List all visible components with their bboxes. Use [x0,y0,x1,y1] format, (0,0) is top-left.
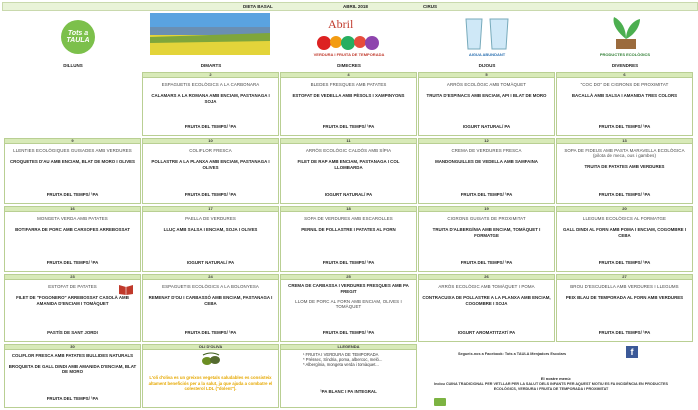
brand-line2: TAULA [66,37,90,44]
brand-cell [4,11,142,63]
dessert: IOGURT NATURAL/ PA [462,124,511,129]
day-number: 24 [143,275,278,280]
second-course: BACALLÀ AMB SALSA I AMANIDA TRES COLORS [571,93,678,98]
week-row-2 [4,138,694,206]
olive-oil-icon [199,351,223,367]
second-course: PERNIL DE POLLASTRE I PATATES AL FORN [301,227,396,232]
second-course: ESTOFAT DE VEDELLA AMB PÈSOLS I XAMPINYONS [292,93,405,98]
day-number: 2 [143,73,278,78]
menu-header-bar [2,2,698,11]
olive-oil-text: L'oli d'oliva es un greixos vegetals saludables es consisteix altament beneficiós per a la salut, ja que ajuda a combatre el colesterol LDL ("dolent"). [148,375,273,391]
second-course: CALAMARS A LA ROMANA AMB ENCIAM, PASTANAGA I SOJA [151,93,270,104]
day-number: 9 [5,139,140,144]
day-number: 18 [281,207,416,212]
second-course: MANDONGUILLES DE VEDELLA AMB SAMFAINA [435,159,538,164]
day-number: 25 [281,275,416,280]
info-title: El nostre menú: [540,376,572,381]
brand-line1: Tots a [67,30,89,37]
week-row-4 [4,274,694,344]
info-text: Inclou CUINA TRADICIONAL PER VETLLAR PER LA SALUT DELS INFANTS PER AQUEST MOTIU ES FA INCIDÈNCIA EN PRODUCTES ECOLÒGICS, VERDURA I FRUITA DE TEMPORADA I PROXIMITAT [434,382,668,391]
first-course: ARRÒS ECOLÒGIC AMB TOMÀQUET [446,82,527,87]
legend-line: ¹ FRUITA I VERDURA DE TEMPORADA [303,352,379,357]
dessert: FRUITA DEL TEMPS/ ¹PA [598,260,651,265]
first-course: "COC DO" DE CIGRONS DE PROXIMITAT [580,82,669,87]
day-cell [418,72,555,136]
menu-type: CIRUS [423,4,438,9]
day-number: 20 [557,207,692,212]
dessert: FRUITA DEL TEMPS/ ¹PA [598,330,651,335]
day-number: 4 [281,73,416,78]
day-cell [418,138,555,204]
olive-oil-title: OLI D'OLIVA [143,345,278,350]
day-number: 26 [419,275,554,280]
second-course: FILET DE RAP AMB ENCIAM, PASTANAGA I COL LLOMBARDA [297,159,400,170]
day-label-thu: DIJOUS [478,63,496,68]
second-course: LLOM DE PORC AL FORN AMB ENCIAM, OLIVES I TOMÀQUET [295,299,402,310]
legend-lines [303,352,382,368]
legend-cell [280,344,417,408]
dessert: FRUITA DEL TEMPS/ ¹PA [46,396,99,401]
day-number: 27 [557,275,692,280]
second-course: REMENAT D'OU I CARBASSÓ AMB ENCIAM, PASTANAGA I CEBA [148,295,273,306]
day-number: 12 [419,139,554,144]
legend-title: LLEGENDA [281,345,416,350]
first-course: ARRÒS ECOLÒGIC AMB TOMÀQUET I POMA [438,284,535,289]
dessert: FRUITA DEL TEMPS/ ¹PA [460,260,513,265]
menu-title: DIETA BASAL [243,4,273,9]
first-course: SOPA DE FIDEUS AMB PASTA MARAVELLA ECOLÒGICA (pilota de meca, ous i gambes) [564,148,685,158]
season-cell [280,11,418,63]
day-cell [280,72,417,136]
week-row-1 [4,72,694,138]
first-course: CREMA DE CARBASSA I VERDURES FRESQUES AMB PA FREGIT [288,283,409,294]
second-course: PEIX BLAU DE TEMPORADA AL FORN AMB VERDURES [565,295,684,300]
day-cell [4,344,141,408]
day-number: 19 [419,207,554,212]
legend-line: * Albergínia, mongeta verda i tomàquet... [303,362,379,368]
first-course: SOPA DE VERDURES AMB ESCAROLLES [304,216,393,221]
dessert: FRUITA DEL TEMPS/ ¹PA [184,192,237,197]
second-course: TRUITA D'ESPINACS AMB ENCIAM, API I BLAT DE MORO [426,93,547,98]
first-course: CIGRONS GUISATS DE PROXIMITAT [447,216,526,221]
fruit-icon [314,31,384,51]
olive-oil-cell [142,344,279,408]
week-row-5 [4,344,694,410]
dessert: FRUITA DEL TEMPS/ ¹PA [598,124,651,129]
day-cell [418,274,555,342]
brand-logo-icon [61,20,95,54]
day-cell [4,138,141,204]
dessert: IOGURT NATURAL/ PA [324,192,373,197]
second-course: CONTRACUIXA DE POLLASTRE A LA PLANXA AMB ENCIAM, COGOMBRE I SOJA [422,295,551,306]
day-number: 17 [143,207,278,212]
brand-logo [12,13,142,61]
social-follow[interactable]: Segueix-nos a Facebook: Tots a TAULA Menjadors Escolars [458,352,567,356]
day-cell [280,274,417,342]
dessert: IOGURT AROMATITZAT/ PA [457,330,516,335]
dessert: FRUITA DEL TEMPS/ ¹PA [460,192,513,197]
day-label-mon: DILLUNS [63,63,83,68]
day-number: 10 [143,139,278,144]
menu-month: ABRIL 2018 [343,4,368,9]
dessert: FRUITA DEL TEMPS/ ¹PA [184,124,237,129]
first-course: BLEDES FRESQUES AMB PATATES [310,82,387,87]
landscape-image [150,13,270,55]
day-cell [280,138,417,204]
plant-icon [606,15,646,51]
day-cell [280,206,417,272]
second-course: BOTIFARRA DE PORC AMB CARXOFES ARREBOSSAT [15,227,130,232]
day-number: 23 [5,275,140,280]
second-course: LLUÇ AMB SALSA I ENCIAM, SOJA I OLIVES [163,227,258,232]
day-cell [556,72,693,136]
first-course: COLIFLOR FRESCA AMB PATATES BULLIDES NATURALS [11,353,134,358]
day-cell [142,274,279,342]
first-course: PAELLA DE VERDURES [185,216,236,221]
day-cell [142,206,279,272]
legend-line: * Préssec, Síndria, poma, albercoc, meló... [303,357,383,363]
second-course: BROQUETA DE GALL DINDI AMB AMANIDA D'ENCIAM, BLAT DE MORO [8,363,137,375]
dessert: PASTÍS DE SANT JORDI [47,330,98,335]
info-cell [418,344,694,408]
day-number: 13 [557,139,692,144]
day-number: 16 [5,207,140,212]
dessert: FRUITA DEL TEMPS/ ¹PA [46,260,99,265]
facebook-icon[interactable]: f [626,346,638,358]
eco-cell [556,11,694,63]
dessert: IOGURT NATURAL/ PA [186,260,235,265]
first-course: ESPAGUETIS ECOLÒGICS A LA BOLONYESA [162,284,259,289]
book-icon [118,283,134,295]
legend-extra: ¹PA BLANC I PA INTEGRAL [320,389,377,394]
day-cell [4,274,141,342]
first-course: LLEGUMS ECOLÒGICS AL FORMATGE [582,216,667,221]
first-course: COLIFLOR FRESCA [189,148,232,153]
week-row-3 [4,206,694,274]
second-course: GALL DINDI AL FORN AMB POMA I ENCIAM, COGOMBRE I CEBA [562,227,687,238]
day-number: 11 [281,139,416,144]
first-course: CREMA DE VERDURES FRESCA [451,148,522,153]
day-number: 6 [557,73,692,78]
season-caption: VERDURA I FRUITA DE TEMPORADA [313,52,385,57]
eco-caption: PRODUCTES ECOLÒGICS [599,52,651,57]
landscape-cell [142,11,280,63]
water-caption: AIGUA ABUNDANT [468,52,506,57]
day-cell [418,206,555,272]
dessert: FRUITA DEL TEMPS/ ¹PA [46,192,99,197]
first-course: ESPAGUETIS ECOLÒGICS A LA CARBONARA [161,82,260,87]
first-course: ESTOFAT DE PATATES [48,284,97,289]
day-label-tue: DIMARTS [200,63,222,68]
first-course: BROU D'ESCUDELLA AMB VERDURES I LLEGUMS [570,284,679,289]
dessert: FRUITA DEL TEMPS/ ¹PA [598,192,651,197]
dessert: FRUITA DEL TEMPS/ ¹PA [322,330,375,335]
day-cell [556,274,693,342]
eu-organic-logo-icon [434,398,446,406]
second-course: POLLASTRE A LA PLANXA AMB ENCIAM, PASTANAGA I OLIVES [151,159,270,170]
day-cell [556,206,693,272]
dessert: FRUITA DEL TEMPS/ ¹PA [322,124,375,129]
second-course: CROQUETES D'AU AMB ENCIAM, BLAT DE MORO I OLIVES [10,159,135,164]
day-number: 30 [5,345,140,350]
second-course: FILET DE "FOGONERO" ARREBOSSAT CASOLÀ AMB AMANIDA D'ENCIAM I TOMÀQUET [16,295,129,306]
season-title: Abril [328,17,354,31]
second-course: TRUITA DE PATATES AMB VERDURES [584,164,665,169]
water-cell [418,11,556,63]
first-course: MONGETA VERDA AMB PATATES [37,216,108,221]
first-course: ARRÒS ECOLÒGIC CALDÓS AMB SÍPIA [305,148,392,153]
day-cell [4,206,141,272]
header-row [4,11,694,63]
dessert: FRUITA DEL TEMPS/ ¹PA [184,330,237,335]
days-row [4,63,694,71]
second-course: TRUITA D'ALBERGÍNIA AMB ENCIAM, TOMÀQUET I FORMATGE [432,227,541,238]
first-course: LLENTIES ECOLÒGIQUES GUISADES AMB VERDURES [13,148,132,153]
day-number: 5 [419,73,554,78]
day-cell [142,138,279,204]
dessert: FRUITA DEL TEMPS/ ¹PA [322,260,375,265]
day-cell [556,138,693,204]
day-label-fri: DIVENDRES [611,63,639,68]
day-cell [142,72,279,136]
water-glass-icon [462,17,512,51]
day-label-wed: DIMECRES [337,63,361,68]
